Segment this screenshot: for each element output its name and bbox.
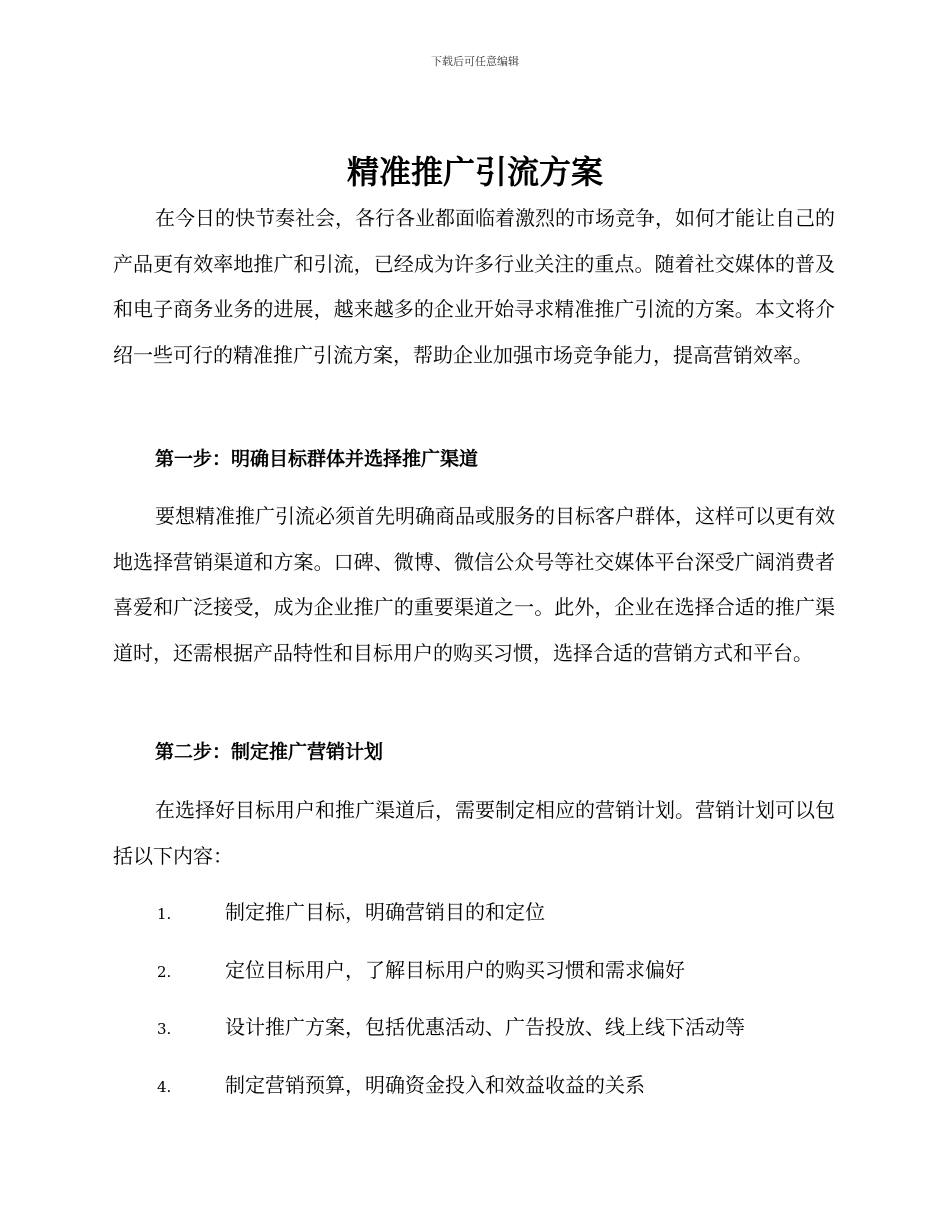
header-note: 下载后可任意编辑 xyxy=(431,55,519,68)
step2-heading: 第二步：制定推广营销计划 xyxy=(155,741,384,763)
step1-section xyxy=(113,437,835,483)
list-item-text: 设计推广方案，包括优惠活动、广告投放、线上线下活动等 xyxy=(225,1015,745,1039)
step2-paragraph: 在选择好目标用户和推广渠道后，需要制定相应的营销计划。营销计划可以包括以下内容： xyxy=(113,798,835,868)
step1-body-section xyxy=(113,494,835,676)
plan-list-section xyxy=(113,890,835,1120)
list-item-number: 2. xyxy=(157,962,172,981)
step1-paragraph: 要想精准推广引流必须首先明确商品或服务的目标客户群体，这样可以更有效地选择营销渠道和方案。口碑、微博、微信公众号等社交媒体平台深受广阔消费者喜爱和广泛接受，成为企业推广的重要渠道之一。此外，企业在选择合适的推广渠道时，还需根据产品特性和目标用户的购买习惯，选择合适的营销方式和平台。 xyxy=(113,504,835,665)
step2-section xyxy=(113,730,835,776)
list-item xyxy=(113,1063,835,1121)
step1-heading: 第一步：明确目标群体并选择推广渠道 xyxy=(155,448,479,470)
document-body xyxy=(113,196,835,378)
list-item-text: 制定营销预算，明确资金投入和效益收益的关系 xyxy=(225,1072,645,1097)
list-item-text: 制定推广目标，明确营销目的和定位 xyxy=(225,900,545,924)
plan-list xyxy=(113,890,835,1120)
list-item xyxy=(113,1005,835,1063)
list-item xyxy=(113,948,835,1006)
list-item-text: 定位目标用户，了解目标用户的购买习惯和需求偏好 xyxy=(225,957,685,982)
list-item-number: 4. xyxy=(157,1077,172,1096)
list-item xyxy=(113,890,835,948)
document-title: 精准推广引流方案 xyxy=(346,153,603,191)
list-item-number: 1. xyxy=(157,905,172,923)
step2-body-section xyxy=(113,788,835,879)
list-item-number: 3. xyxy=(157,1020,172,1038)
intro-paragraph: 在今日的快节奏社会，各行各业都面临着激烈的市场竞争，如何才能让自己的产品更有效率地推广和引流，已经成为许多行业关注的重点。随着社交媒体的普及和电子商务业务的进展，越来越多的企业开始寻求精准推广引流的方案。本文将介绍一些可行的精准推广引流方案，帮助企业加强市场竞争能力，提高营销效率。 xyxy=(113,206,835,367)
